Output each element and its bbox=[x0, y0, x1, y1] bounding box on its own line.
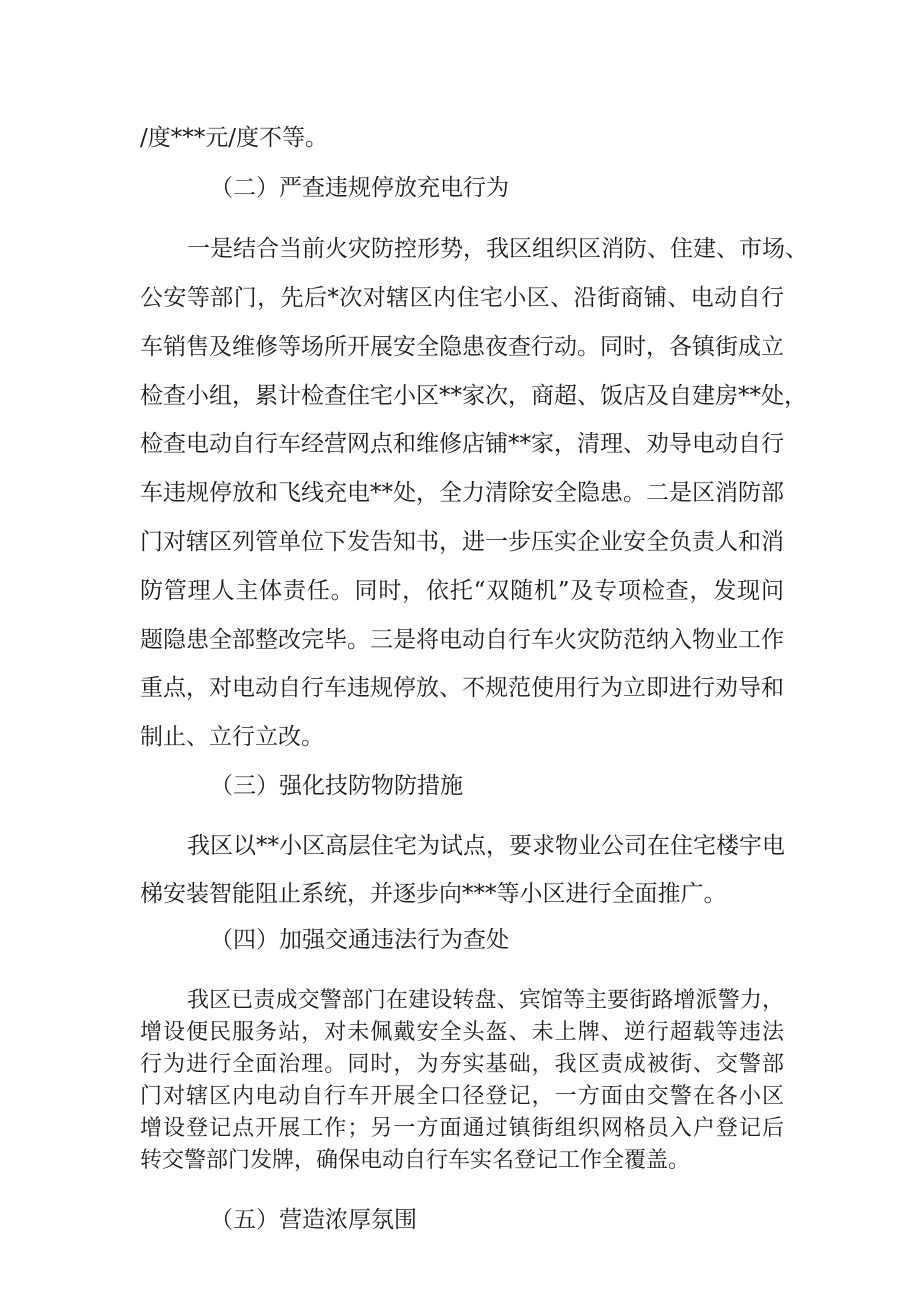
paragraph-line: 检查小组，累计检查住宅小区**家次，商超、饭店及自建房**处， bbox=[140, 383, 807, 409]
paragraph-line: 梯安装智能阻止系统，并逐步向***等小区进行全面推广。 bbox=[140, 881, 727, 907]
paragraph-line: 我区以**小区高层住宅为试点，要求物业公司在住宅楼宇电 bbox=[187, 833, 785, 859]
paragraph-line: /度***元/度不等。 bbox=[140, 125, 328, 151]
paragraph-line: 公安等部门，先后*次对辖区内住宅小区、沿街商铺、电动自行 bbox=[140, 285, 784, 311]
paragraph-line: 重点，对电动自行车违规停放、不规范使用行为立即进行劝导和 bbox=[140, 675, 784, 701]
paragraph-line: 制止、立行立改。 bbox=[140, 724, 324, 750]
paragraph-line: 车销售及维修等场所开展安全隐患夜查行动。同时，各镇街成立 bbox=[140, 334, 784, 360]
section-heading-5: （五）营造浓厚氛围 bbox=[210, 1207, 417, 1233]
section-heading-3: （三）强化技防物防措施 bbox=[210, 773, 463, 799]
paragraph-line: 检查电动自行车经营网点和维修店铺**家，清理、劝导电动自行 bbox=[140, 431, 784, 457]
paragraph-line: 我区已责成交警部门在建设转盘、宾馆等主要街路增派警力， bbox=[187, 988, 784, 1013]
paragraph-line: 车违规停放和飞线充电**处，全力清除安全隐患。二是区消防部 bbox=[140, 480, 784, 506]
paragraph-line: 门对辖区列管单位下发告知书，进一步压实企业安全负责人和消 bbox=[140, 529, 784, 555]
section-heading-2: （二）严查违规停放充电行为 bbox=[210, 175, 509, 201]
paragraph-line: 题隐患全部整改完毕。三是将电动自行车火灾防范纳入物业工作 bbox=[140, 627, 784, 653]
paragraph-line: 行为进行全面治理。同时，为夯实基础，我区责成被街、交警部 bbox=[140, 1052, 784, 1077]
paragraph-line: 增设登记点开展工作；另一方面通过镇街组织网格员入户登记后 bbox=[140, 1116, 784, 1141]
paragraph-line: 增设便民服务站，对未佩戴安全头盔、未上牌、逆行超载等违法 bbox=[140, 1020, 784, 1045]
paragraph-line: 防管理人主体责任。同时，依托“双随机”及专项检查，发现问 bbox=[140, 578, 784, 604]
paragraph-line: 转交警部门发牌，确保电动自行车实名登记工作全覆盖。 bbox=[140, 1148, 691, 1173]
paragraph-line: 一是结合当前火灾防控形势，我区组织区消防、住建、市场、 bbox=[187, 236, 808, 262]
paragraph-line: 门对辖区内电动自行车开展全口径登记，一方面由交警在各小区 bbox=[140, 1084, 784, 1109]
section-heading-4: （四）加强交通违法行为查处 bbox=[210, 927, 509, 953]
